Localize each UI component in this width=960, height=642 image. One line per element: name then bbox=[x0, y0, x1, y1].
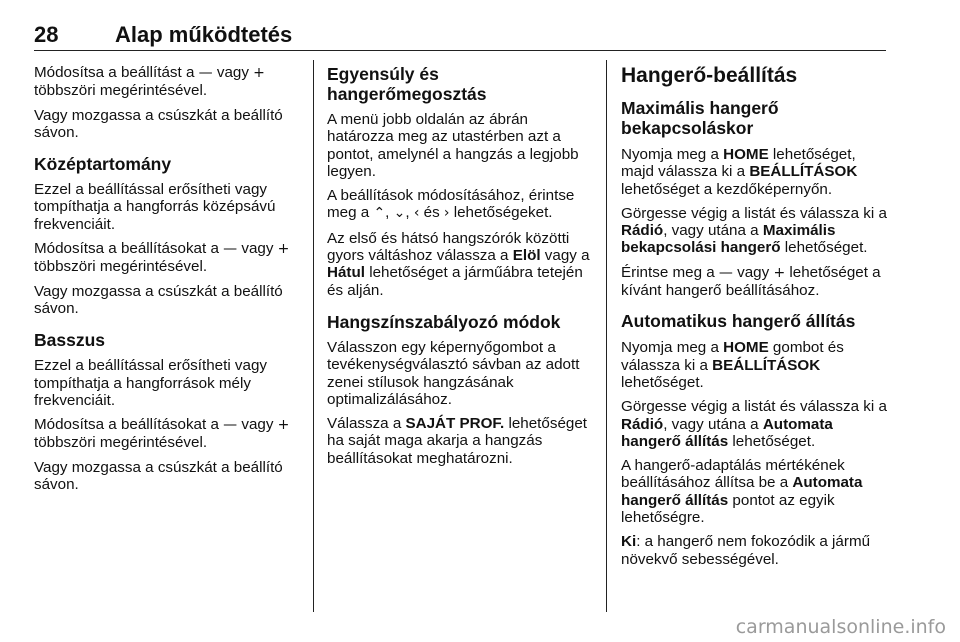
paragraph: A hangerő-adaptálás mértékének beállításához állítsa be a Automata hangerő állítás pontot az egyik lehetőségre. bbox=[621, 457, 863, 527]
paragraph: Ezzel a beállítással erősítheti vagy tompíthatja a hangforrások mély frekvenciáit. bbox=[34, 357, 267, 409]
settings-label: BEÁLLÍTÁSOK bbox=[749, 163, 858, 181]
column-divider bbox=[313, 60, 314, 612]
minus-icon: — bbox=[223, 417, 238, 434]
minus-icon: — bbox=[223, 241, 238, 258]
auto-volume-label: Automata hangerő állítás bbox=[621, 415, 833, 450]
section-heading-bass: Basszus bbox=[34, 330, 106, 351]
paragraph: Válasszon egy képernyőgombot a tevékenységválasztó sávban az adott zenei stílusok hangzásának optimalizálásához. bbox=[327, 338, 580, 408]
paragraph: Válassza a SAJÁT PROF. lehetőséget ha saját maga akarja a hangzás beállításokat meghatározni. bbox=[327, 415, 588, 467]
watermark: carmanualsonline.info bbox=[735, 616, 946, 638]
settings-label: BEÁLLÍTÁSOK bbox=[712, 356, 821, 374]
front-label: Elöl bbox=[512, 247, 541, 265]
main-heading: Hangerő-beállítás bbox=[621, 64, 798, 87]
home-label: HOME bbox=[723, 339, 769, 357]
page-header bbox=[34, 22, 886, 50]
plus-icon: + bbox=[253, 65, 265, 81]
column-middle bbox=[327, 64, 595, 474]
paragraph: Módosítsa a beállítást a — vagy + többszöri megérintésével. bbox=[34, 64, 265, 100]
chevron-up-icon: ⌃ bbox=[373, 205, 386, 222]
minus-icon: — bbox=[718, 264, 733, 281]
paragraph: Érintse meg a — vagy + lehetőséget a kívánt hangerő beállításához. bbox=[621, 263, 881, 300]
plus-icon: + bbox=[773, 264, 786, 281]
column-left bbox=[34, 64, 304, 500]
paragraph: A menü jobb oldalán az ábrán határozza meg az utastérben azt a pontot, amelynél a hangzás a legjobb legyen. bbox=[327, 111, 579, 180]
minus-icon: — bbox=[198, 65, 213, 81]
paragraph: Vagy mozgassa a csúszkát a beállító sávon. bbox=[34, 282, 283, 317]
own-profile-label: SAJÁT PROF. bbox=[405, 415, 505, 433]
off-label: Ki bbox=[621, 533, 637, 551]
paragraph: Nyomja meg a HOME lehetőséget, majd válassza ki a BEÁLLÍTÁSOK lehetőséget a kezdőképernyőn. bbox=[621, 146, 858, 198]
header-rule bbox=[34, 50, 886, 51]
column-divider bbox=[606, 60, 607, 612]
plus-icon: + bbox=[277, 417, 290, 434]
section-heading-mid: Középtartomány bbox=[34, 154, 172, 175]
paragraph: Az első és hátsó hangszórók közötti gyors váltáshoz válassza a Elöl vagy a Hátul lehetőséget a járműábra tetején és alján. bbox=[327, 229, 590, 299]
section-heading-balance: Egyensúly és hangerőmegosztás bbox=[327, 64, 487, 104]
plus-icon: + bbox=[277, 241, 290, 258]
section-heading-auto-volume: Automatikus hangerő állítás bbox=[621, 311, 856, 332]
max-volume-label: Maximális bekapcsolási hangerő bbox=[621, 222, 836, 257]
auto-volume-label: Automata hangerő állítás bbox=[621, 474, 863, 509]
radio-label: Rádió bbox=[621, 415, 664, 433]
column-right bbox=[621, 64, 887, 575]
section-heading-modes: Hangszínszabályozó módok bbox=[327, 311, 561, 332]
paragraph: Módosítsa a beállításokat a — vagy + többszöri megérintésével. bbox=[34, 240, 290, 276]
radio-label: Rádió bbox=[621, 222, 664, 240]
home-label: HOME bbox=[723, 146, 769, 163]
section-heading-max-volume: Maximális hangerő bekapcsoláskor bbox=[621, 98, 779, 138]
paragraph: Vagy mozgassa a csúszkát a beállító sávon. bbox=[34, 458, 283, 494]
rear-label: Hátul bbox=[327, 264, 365, 282]
paragraph: A beállítások módosításához, érintse meg a ⌃, ⌄, ‹ és › lehetőségeket. bbox=[327, 187, 575, 222]
paragraph: Ezzel a beállítással erősítheti vagy tompíthatja a hangforrás középsávú frekvenciáit. bbox=[34, 181, 276, 233]
paragraph: Vagy mozgassa a csúszkát a beállító sávon. bbox=[34, 106, 283, 141]
paragraph: Görgesse végig a listát és válassza ki a Rádió, vagy utána a Automata hangerő állítás lehetőséget. bbox=[621, 398, 887, 450]
chapter-title: Alap működtetés bbox=[115, 22, 293, 47]
paragraph: Ki: a hangerő nem fokozódik a jármű növekvő sebességével. bbox=[621, 533, 871, 568]
chevron-right-icon: › bbox=[443, 205, 450, 222]
paragraph: Módosítsa a beállításokat a — vagy + többszöri megérintésével. bbox=[34, 416, 290, 452]
page-number: 28 bbox=[34, 22, 59, 47]
paragraph: Nyomja meg a HOME gombot és válassza ki a BEÁLLÍTÁSOK lehetőséget. bbox=[621, 339, 844, 391]
paragraph: Görgesse végig a listát és válassza ki a Rádió, vagy utána a Maximális bekapcsolási hangerő lehetőséget. bbox=[621, 204, 887, 257]
chevron-down-icon: ⌄ bbox=[393, 205, 406, 222]
chevron-left-icon: ‹ bbox=[413, 205, 420, 222]
